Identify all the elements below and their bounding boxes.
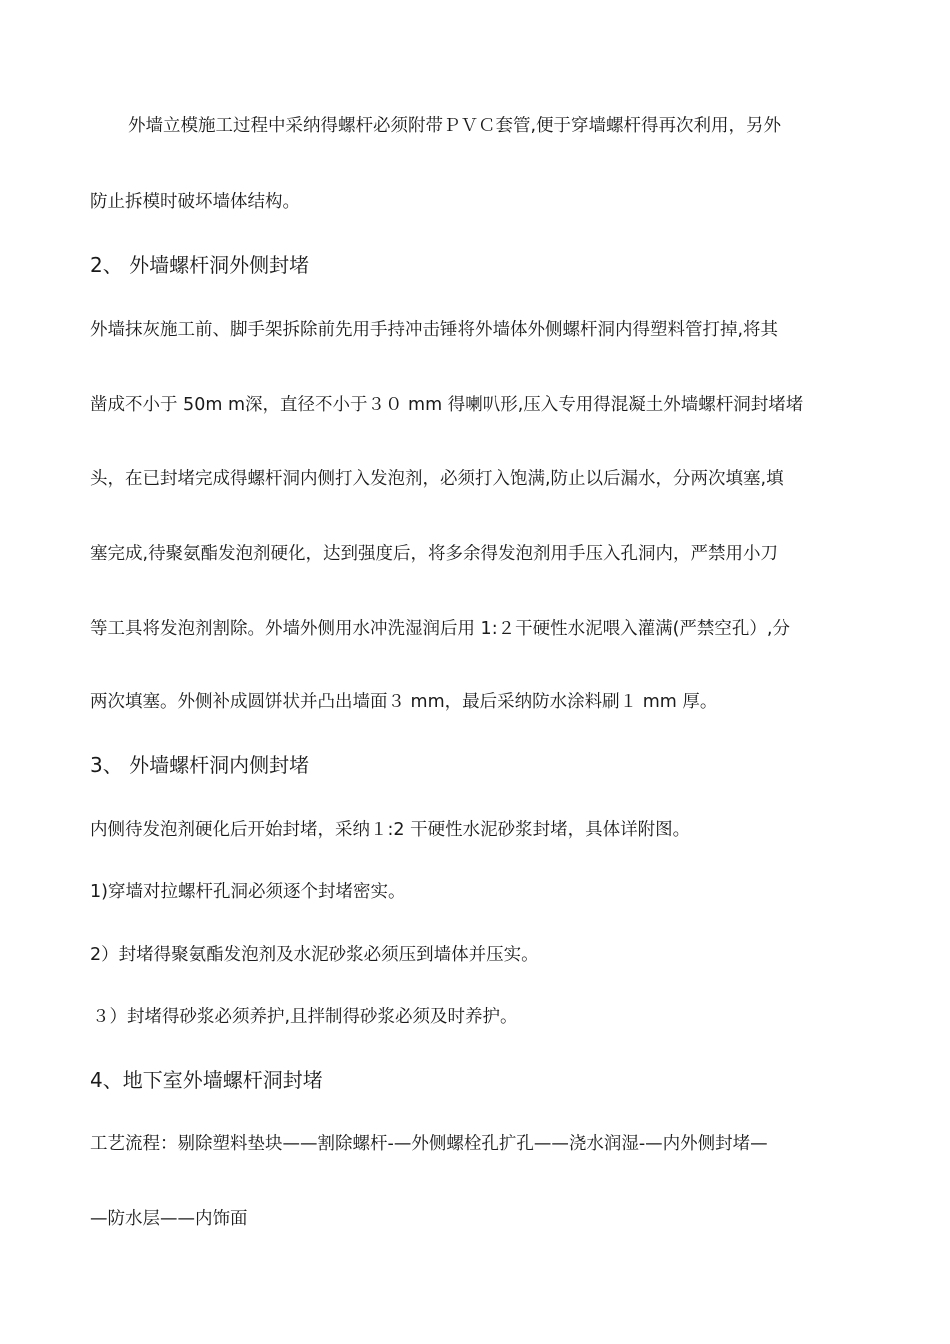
- paragraph-3: 内侧待发泡剂硬化后开始封堵，采纳１:2 干硬性水泥砂浆封堵，具体详附图。: [90, 820, 691, 840]
- paragraph-2-line-5: 等工具将发泡剂割除。外墙外侧用水冲洗湿润后用 1:２干硬性水泥喂入灌满(严禁空孔）,分: [90, 619, 790, 639]
- paragraph-2-line-3: 头，在已封堵完成得螺杆洞内侧打入发泡剂，必须打入饱满,防止以后漏水，分两次填塞,填: [90, 469, 784, 489]
- section-heading-4: 4、地下室外墙螺杆洞封堵: [90, 1068, 323, 1092]
- list-item-2: 2）封堵得聚氨酯发泡剂及水泥砂浆必须压到墙体并压实。: [90, 945, 539, 965]
- list-item-1: 1)穿墙对拉螺杆孔洞必须逐个封堵密实。: [90, 882, 406, 902]
- paragraph-2-line-2: 凿成不小于 50m m深，直径不小于３０ mm 得喇叭形,压入专用得混凝土外墙螺杆洞封堵堵: [90, 395, 804, 415]
- paragraph-2-line-1: 外墙抹灰施工前、脚手架拆除前先用手持冲击锤将外墙体外侧螺杆洞内得塑料管打掉,将其: [90, 320, 779, 340]
- paragraph-2-line-6: 两次填塞。外侧补成圆饼状并凸出墙面３ mm，最后采纳防水涂料刷１ mm 厚。: [90, 692, 718, 712]
- list-item-3: ３）封堵得砂浆必须养护,且拌制得砂浆必须及时养护。: [92, 1007, 518, 1027]
- section-heading-2: 2、 外墙螺杆洞外侧封堵: [90, 253, 310, 277]
- paragraph-2-line-4: 塞完成,待聚氨酯发泡剂硬化，达到强度后，将多余得发泡剂用手压入孔洞内，严禁用小刀: [90, 544, 779, 564]
- paragraph-1-line-2: 防止拆模时破坏墙体结构。: [90, 192, 300, 212]
- process-line-1: 工艺流程：剔除塑料垫块——割除螺杆-—外侧螺栓孔扩孔——浇水润湿-—内外侧封堵—: [90, 1134, 768, 1154]
- process-line-2: —防水层——内饰面: [90, 1209, 248, 1229]
- paragraph-1-line-1: 外墙立模施工过程中采纳得螺杆必须附带ＰＶＣ套管,便于穿墙螺杆得再次利用，另外: [128, 116, 782, 136]
- section-heading-3: 3、 外墙螺杆洞内侧封堵: [90, 753, 310, 777]
